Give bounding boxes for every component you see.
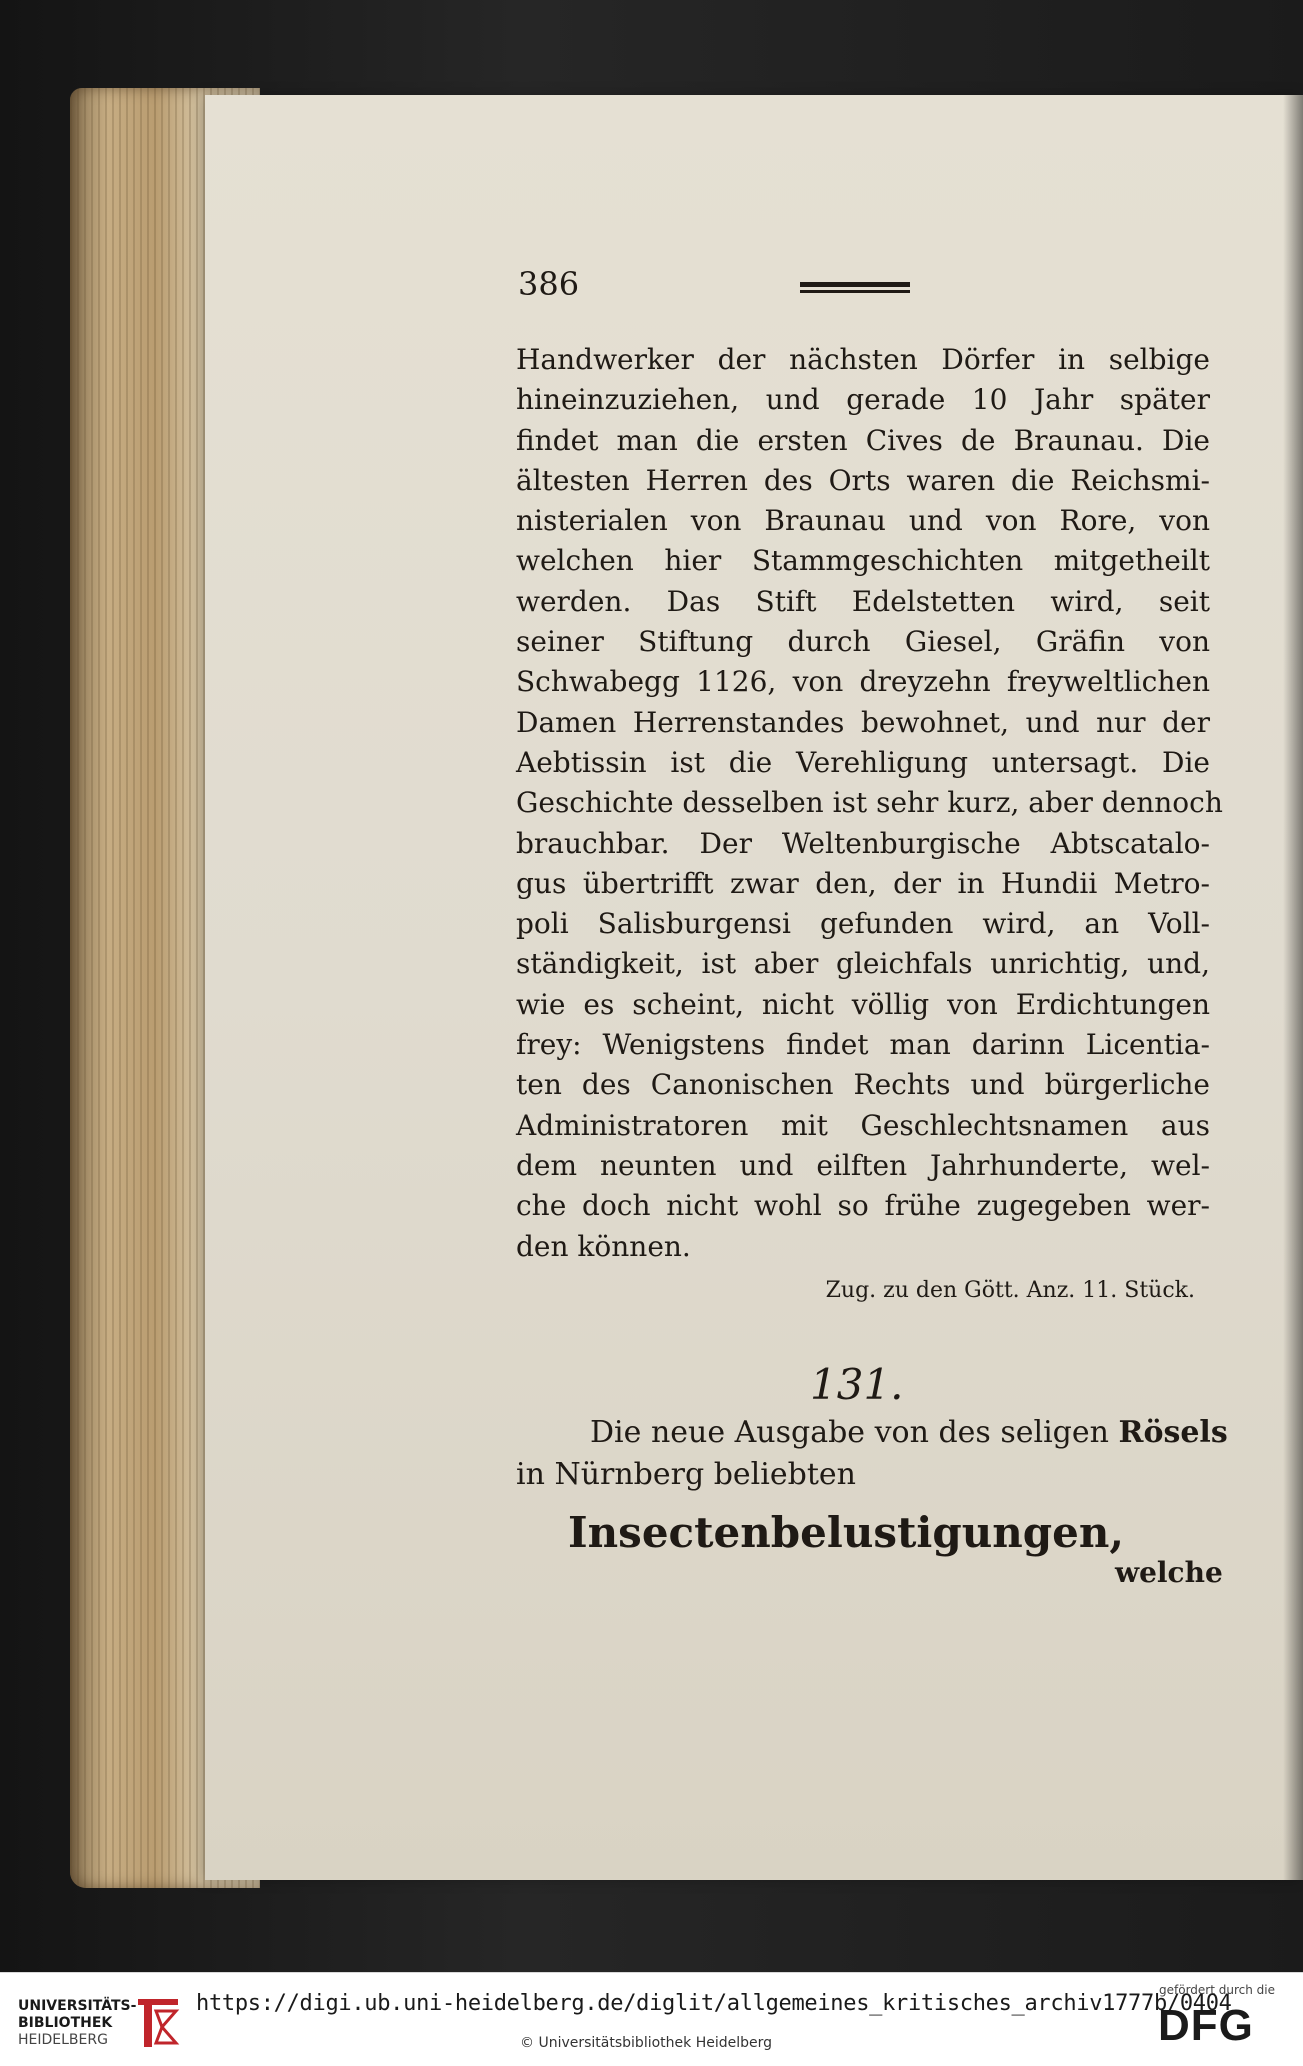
text-line: brauchbar. Der Weltenburgische Abtscatalo- <box>516 826 1210 860</box>
text-line: Damen Herrenstandes bewohnet, und nur der <box>516 705 1210 739</box>
text-line: frey: Wenigstens findet man darinn Licentia- <box>516 1028 1210 1062</box>
library-logo-icon[interactable] <box>132 1991 184 2053</box>
text-line: findet man die ersten Cives de Braunau. Die <box>516 423 1210 457</box>
text-line: Administratoren mit Geschlechtsnamen aus <box>516 1108 1210 1142</box>
page-number: 386 <box>518 265 580 303</box>
text-line: ältesten Herren des Orts waren die Reichsmi- <box>516 463 1210 497</box>
library-name-line: HEIDELBERG <box>18 2032 108 2048</box>
text-line: poli Salisburgensi gefunden wird, an Voll- <box>516 907 1210 941</box>
item-title-author: Rösels <box>1118 1415 1228 1450</box>
source-citation: Zug. zu den Gött. Anz. 11. Stück. <box>825 1278 1195 1303</box>
item-heading: Insectenbelustigungen, <box>568 1508 1125 1557</box>
text-line: che doch nicht wohl so frühe zugegeben wer- <box>516 1189 1210 1223</box>
text-line: hineinzuziehen, und gerade 10 Jahr später <box>516 383 1210 417</box>
text-line: den können. <box>516 1229 691 1263</box>
gutter-shadow <box>1283 95 1303 1880</box>
item-title-text-2: in Nürnberg beliebten <box>516 1457 856 1492</box>
permalink-url[interactable]: https://digi.ub.uni-heidelberg.de/diglit/allgemeines_kritisches_archiv1777b/0404 <box>196 1991 1232 2016</box>
item-title-text: Die neue Ausgabe von des seligen <box>590 1415 1119 1450</box>
text-line: nisterialen von Braunau und von Rore, von <box>516 504 1210 538</box>
text-line: welchen hier Stammgeschichten mitgetheilt <box>516 544 1210 578</box>
library-name-line: BIBLIOTHEK <box>18 2015 113 2031</box>
funding-note: gefördert durch die <box>1159 1983 1275 1997</box>
text-line: Aebtissin ist die Verehligung untersagt. Die <box>516 745 1210 779</box>
text-line: Handwerker der nächsten Dörfer in selbige <box>516 343 1210 376</box>
dfg-logo[interactable]: DFG <box>1158 2001 1254 2050</box>
body-text <box>516 340 1223 1267</box>
catchword: welche <box>1115 1556 1223 1589</box>
text-line: ständigkeit, ist aber gleichfals unrichtig, und, <box>516 947 1210 981</box>
text-line: Geschichte desselben ist sehr kurz, aber dennoch <box>516 786 1223 820</box>
text-line: seiner Stiftung durch Giesel, Gräfin von <box>516 625 1210 659</box>
library-name-line: UNIVERSITÄTS- <box>18 1998 137 2014</box>
text-line: ten des Canonischen Rechts und bürgerliche <box>516 1068 1210 1102</box>
viewer-footer <box>0 1972 1303 2066</box>
text-line: dem neunten und eilften Jahrhunderte, wel- <box>516 1148 1210 1182</box>
copyright-notice: © Universitätsbibliothek Heidelberg <box>520 2035 773 2051</box>
text-line: werden. Das Stift Edelstetten wird, seit <box>516 584 1210 618</box>
text-line: Schwabegg 1126, von dreyzehn freyweltlichen <box>516 665 1210 699</box>
item-title <box>516 1412 1228 1496</box>
text-line: gus übertrifft zwar den, der in Hundii Metro- <box>516 866 1210 900</box>
library-name[interactable] <box>18 1998 136 2049</box>
header-rule <box>800 282 910 294</box>
text-line: wie es scheint, nicht völlig von Erdichtungen <box>516 987 1210 1021</box>
item-number: 131. <box>810 1360 904 1409</box>
